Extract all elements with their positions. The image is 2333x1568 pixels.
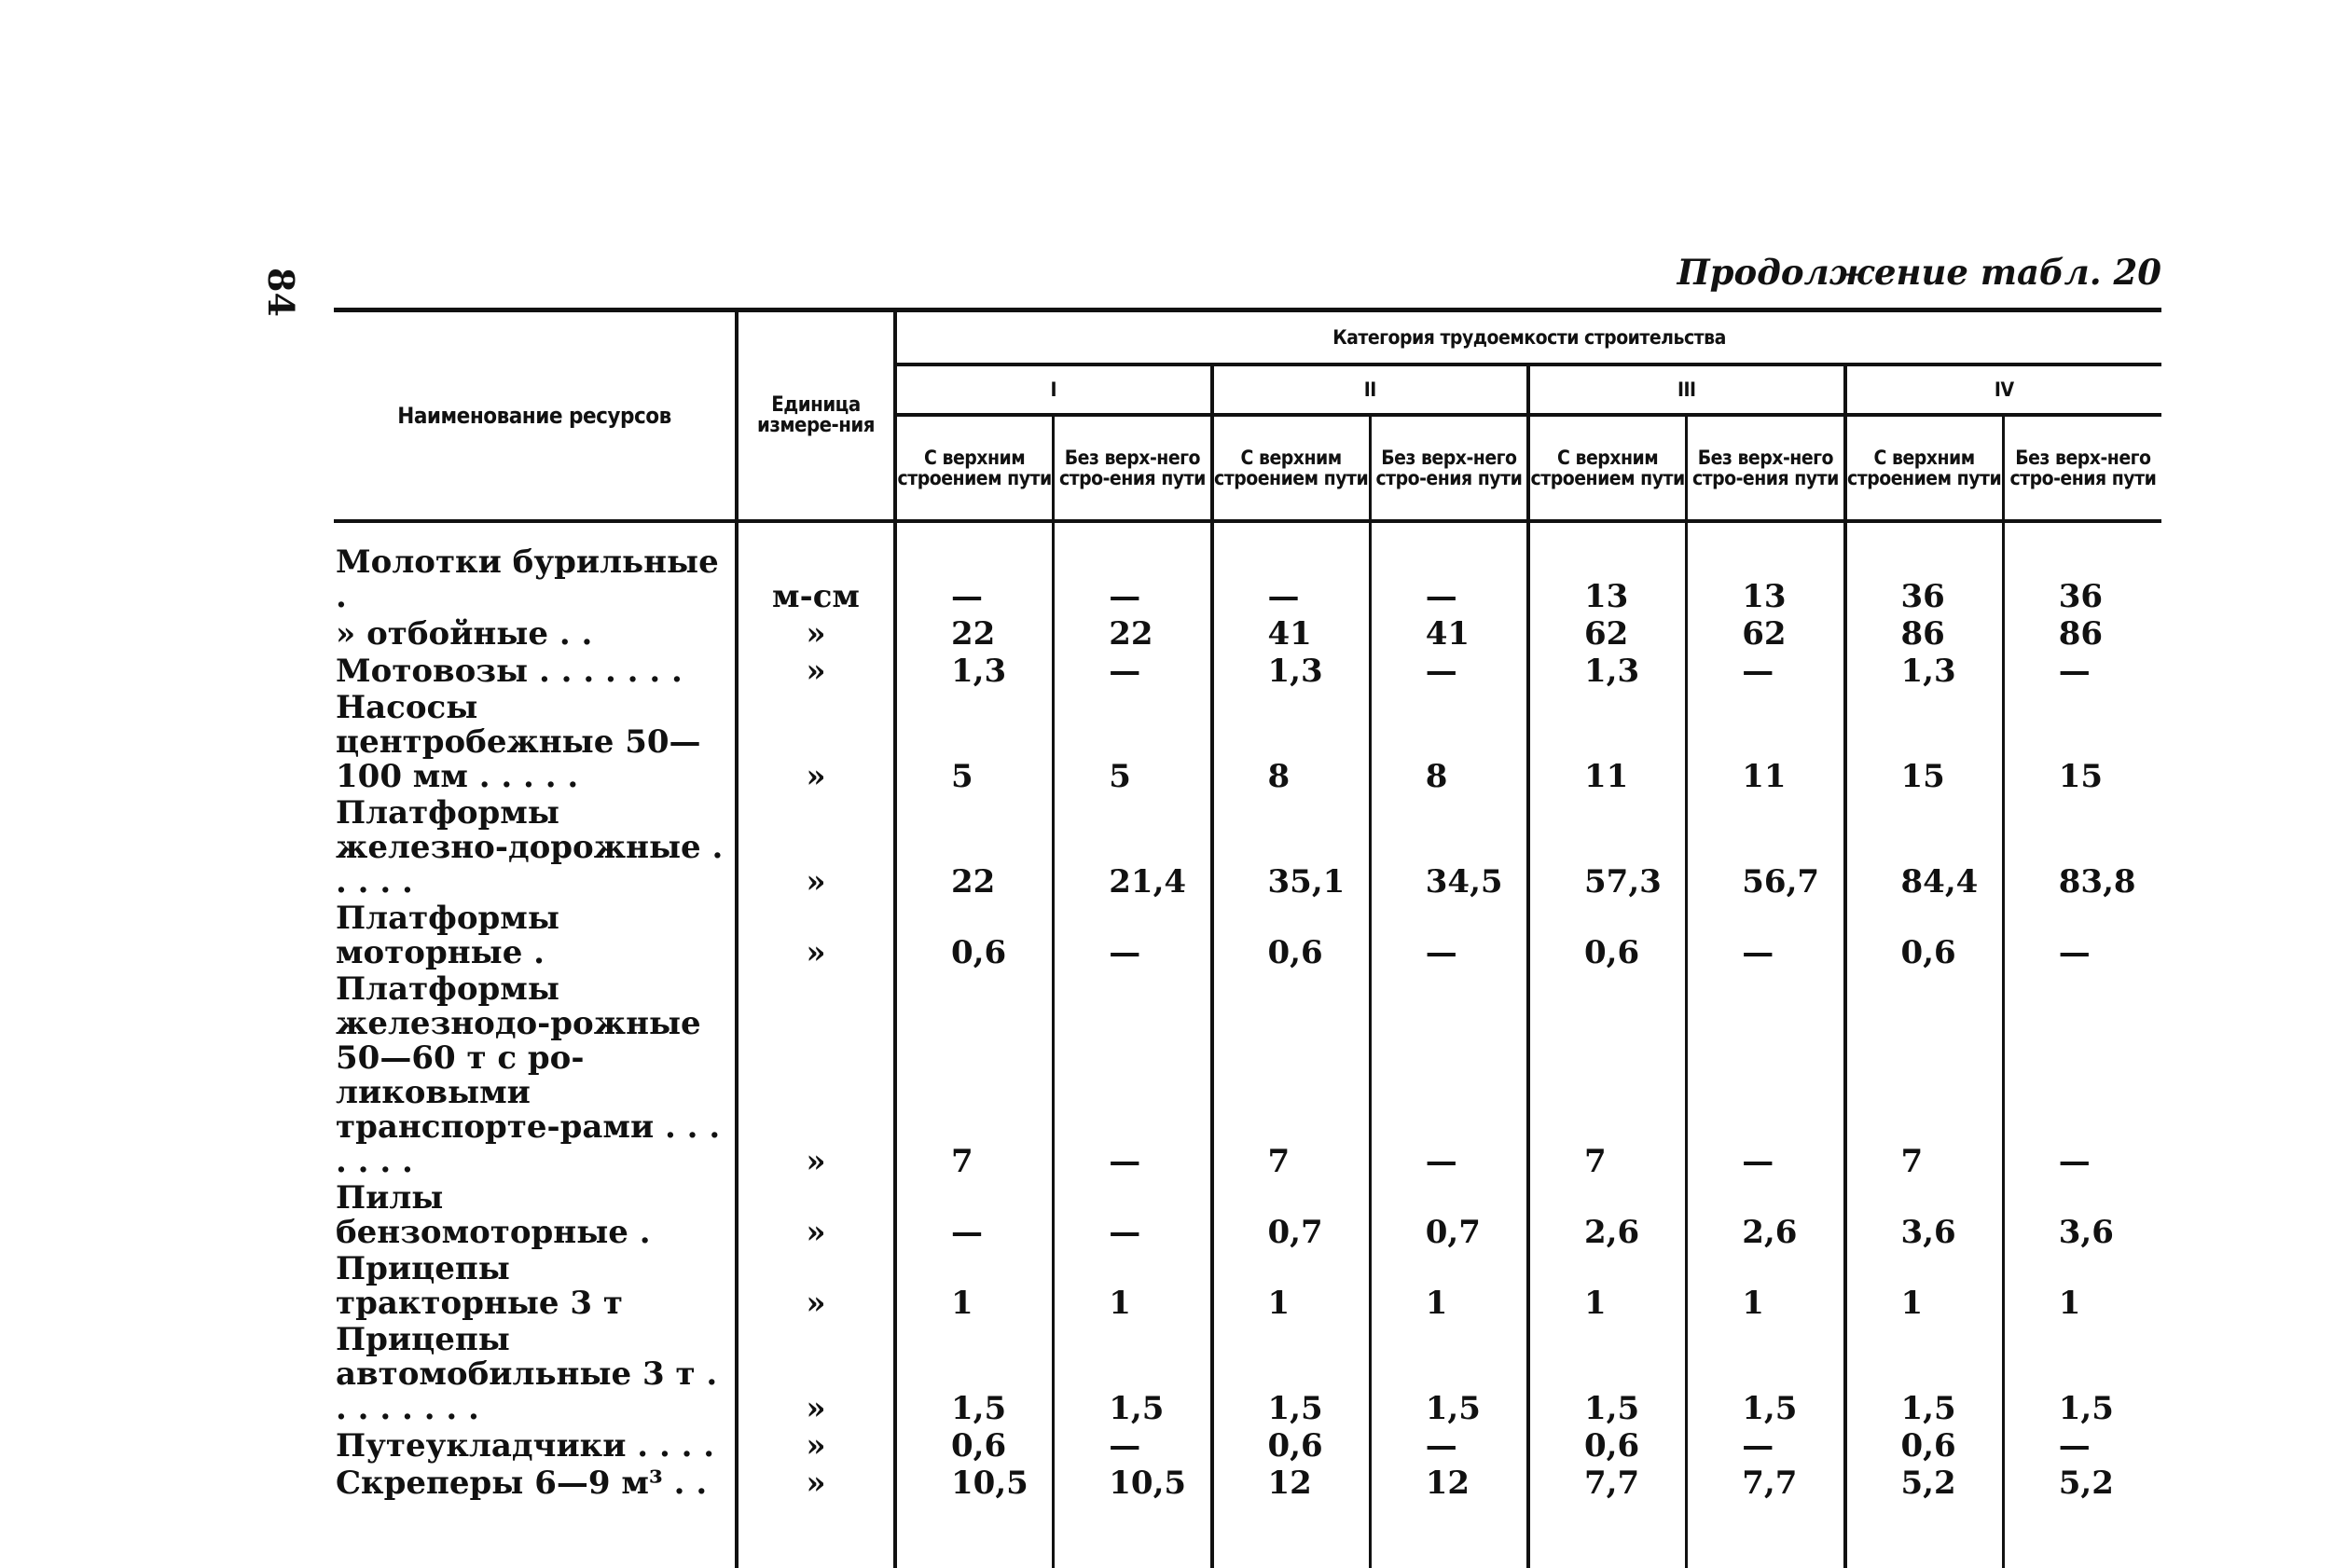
resource-value-cell: 0,6 [1212, 1428, 1371, 1465]
resource-value-cell: — [1054, 1181, 1212, 1252]
table-row [334, 1181, 2161, 1252]
resource-value-cell: 1 [1212, 1252, 1371, 1323]
header-with-track-3: С верхним строением пути [1528, 415, 1687, 521]
resource-name: Мотовозы . . . . . . . [336, 653, 683, 690]
resource-value-cell: — [2003, 901, 2161, 972]
header-without-track-3: Без верх-него стро-ения пути [1687, 415, 1845, 521]
resource-value-cell: 15 [1845, 691, 2004, 796]
resource-value-cell: 1,5 [1370, 1323, 1528, 1428]
resource-value-cell: 1,5 [895, 1323, 1054, 1428]
resource-value-cell: — [1687, 901, 1845, 972]
resource-value-cell: 1,5 [1845, 1323, 2004, 1428]
resource-value-cell: 56,7 [1687, 796, 1845, 901]
resource-unit: » [737, 972, 895, 1181]
table-row [334, 1428, 2161, 1465]
resource-value-cell: 21,4 [1054, 796, 1212, 901]
resource-value-cell: — [1687, 972, 1845, 1181]
table-row [334, 691, 2161, 796]
resource-value-cell: 3,6 [2003, 1181, 2161, 1252]
page-number: 84 [260, 268, 302, 317]
resource-value-cell: 11 [1687, 691, 1845, 796]
resource-value-cell: 84,4 [1845, 796, 2004, 901]
resource-value-cell: 0,7 [1212, 1181, 1371, 1252]
header-category-3: III [1528, 364, 1845, 415]
resource-value-cell: 5 [1054, 691, 1212, 796]
resource-value-cell: 0,6 [895, 901, 1054, 972]
table-row [334, 972, 2161, 1181]
resource-unit: » [737, 1181, 895, 1252]
resource-value-cell: 1 [1528, 1252, 1687, 1323]
resource-name: » отбойные . . [336, 615, 593, 653]
resource-value-cell: 62 [1528, 616, 1687, 653]
resource-value-cell: 10,5 [895, 1465, 1054, 1503]
header-with-track-4: С верхним строением пути [1845, 415, 2004, 521]
resource-value-cell: 12 [1370, 1465, 1528, 1503]
resource-value-cell: — [1687, 1428, 1845, 1465]
resource-value-cell: 7 [1528, 972, 1687, 1181]
resource-value-cell: 0,7 [1370, 1181, 1528, 1252]
resource-value-cell: — [1370, 1428, 1528, 1465]
resource-value-cell: 1 [1370, 1252, 1528, 1323]
resource-value-cell: 0,6 [1845, 1428, 2004, 1465]
resource-value-cell: 1,3 [1528, 653, 1687, 691]
resource-name: Прицепы тракторные 3 т [336, 1250, 623, 1322]
resource-value-cell: 41 [1370, 616, 1528, 653]
resource-unit: » [737, 1252, 895, 1323]
resource-value-cell: 1,3 [1845, 653, 2004, 691]
resource-value-cell: 0,6 [1528, 1428, 1687, 1465]
resource-value-cell: 1 [1054, 1252, 1212, 1323]
resource-value-cell: — [1370, 972, 1528, 1181]
resource-value-cell: 22 [895, 616, 1054, 653]
resource-value-cell: 36 [2003, 545, 2161, 616]
header-category-2: II [1212, 364, 1529, 415]
resource-name: Платформы моторные . [336, 900, 559, 971]
header-without-track-4: Без верх-него стро-ения пути [2003, 415, 2161, 521]
resource-unit: » [737, 653, 895, 691]
table-row [334, 616, 2161, 653]
resource-value-cell: 7,7 [1528, 1465, 1687, 1503]
resource-value-cell: 1,5 [1212, 1323, 1371, 1428]
resource-value-cell: — [2003, 653, 2161, 691]
resource-value-cell: 1,5 [1054, 1323, 1212, 1428]
resource-unit: » [737, 1323, 895, 1428]
table-row [334, 545, 2161, 616]
resource-value-cell: 86 [2003, 616, 2161, 653]
resource-value-cell: 11 [1528, 691, 1687, 796]
resource-value-cell: 83,8 [2003, 796, 2161, 901]
header-without-track-2: Без верх-него стро-ения пути [1370, 415, 1528, 521]
resource-value-cell: 35,1 [1212, 796, 1371, 901]
resource-value-cell: 41 [1212, 616, 1371, 653]
resource-name: Платформы железнодо-рожные 50—60 т с ро-ликовыми транспорте-рами . . . . . . . [336, 970, 721, 1180]
resource-value-cell: 0,6 [895, 1428, 1054, 1465]
resource-value-cell: — [1054, 1428, 1212, 1465]
header-category-1: I [895, 364, 1212, 415]
header-without-track-1: Без верх-него стро-ения пути [1054, 415, 1212, 521]
resource-value-cell: 34,5 [1370, 796, 1528, 901]
resource-value-cell: 8 [1212, 691, 1371, 796]
resource-unit: м-см [737, 545, 895, 616]
resource-value-cell: 0,6 [1212, 901, 1371, 972]
resource-name: Скреперы 6—9 м³ . . [336, 1465, 708, 1502]
resource-value-cell: 5,2 [2003, 1465, 2161, 1503]
resource-value-cell: — [895, 1181, 1054, 1252]
resource-value-cell: 1 [1845, 1252, 2004, 1323]
resource-unit: » [737, 901, 895, 972]
resource-value-cell: — [1370, 653, 1528, 691]
resource-value-cell: 1 [895, 1252, 1054, 1323]
resource-value-cell: 1,5 [1687, 1323, 1845, 1428]
resource-value-cell: 1 [2003, 1252, 2161, 1323]
table-row [334, 1465, 2161, 1503]
resource-unit: » [737, 796, 895, 901]
resource-value-cell: 7,7 [1687, 1465, 1845, 1503]
resource-value-cell: 57,3 [1528, 796, 1687, 901]
resource-value-cell: — [2003, 972, 2161, 1181]
resource-value-cell: 3,6 [1845, 1181, 2004, 1252]
resource-value-cell: — [2003, 1428, 2161, 1465]
resource-value-cell: 0,6 [1845, 901, 2004, 972]
resource-table-wrapper [334, 308, 2161, 1502]
resource-value-cell: — [895, 545, 1054, 616]
resource-value-cell: 62 [1687, 616, 1845, 653]
table-spacer-row [334, 521, 2161, 545]
resource-value-cell: 7 [895, 972, 1054, 1181]
resource-value-cell: — [1370, 545, 1528, 616]
resource-value-cell: 22 [1054, 616, 1212, 653]
table-end-row [334, 1503, 2161, 1568]
resource-value-cell: — [1370, 901, 1528, 972]
table-row [334, 796, 2161, 901]
resource-value-cell: 5 [895, 691, 1054, 796]
resource-value-cell: 5,2 [1845, 1465, 2004, 1503]
resource-name: Молотки бурильные . [336, 543, 719, 615]
header-category-4: IV [1845, 364, 2162, 415]
resource-unit: » [737, 616, 895, 653]
resource-value-cell: 1,3 [895, 653, 1054, 691]
resource-name: Платформы железно-дорожные . . . . . [336, 794, 724, 901]
resource-value-cell: 22 [895, 796, 1054, 901]
resource-value-cell: 7 [1845, 972, 2004, 1181]
resource-value-cell: 1,5 [1528, 1323, 1687, 1428]
resource-name: Путеукладчики . . . . [336, 1427, 715, 1465]
resource-value-cell: 15 [2003, 691, 2161, 796]
resource-value-cell: 10,5 [1054, 1465, 1212, 1503]
resource-table [334, 308, 2161, 1568]
resource-name: Насосы центробежные 50—100 мм . . . . . [336, 689, 701, 795]
resource-value-cell: — [1054, 653, 1212, 691]
header-unit: Единица измере-ния [737, 310, 895, 522]
header-with-track-1: С верхним строением пути [895, 415, 1054, 521]
resource-value-cell: 2,6 [1528, 1181, 1687, 1252]
table-body [334, 521, 2161, 1568]
resource-value-cell: 0,6 [1528, 901, 1687, 972]
resource-value-cell: 8 [1370, 691, 1528, 796]
resource-value-cell: 12 [1212, 1465, 1371, 1503]
header-category-group: Категория трудоемкости строительства [895, 310, 2161, 365]
table-caption: Продолжение табл. 20 [1677, 252, 2161, 293]
table-row [334, 901, 2161, 972]
table-row [334, 1252, 2161, 1323]
table-row [334, 1323, 2161, 1428]
resource-value-cell: 86 [1845, 616, 2004, 653]
header-resource-name: Наименование ресурсов [334, 310, 737, 522]
resource-name: Прицепы автомобильные 3 т . . . . . . . . [336, 1321, 718, 1427]
resource-value-cell: 36 [1845, 545, 2004, 616]
resource-value-cell: 1,5 [2003, 1323, 2161, 1428]
resource-value-cell: — [1212, 545, 1371, 616]
resource-value-cell: — [1054, 972, 1212, 1181]
resource-value-cell: 13 [1528, 545, 1687, 616]
resource-unit: » [737, 1428, 895, 1465]
resource-value-cell: — [1054, 545, 1212, 616]
header-with-track-2: С верхним строением пути [1212, 415, 1371, 521]
resource-value-cell: 13 [1687, 545, 1845, 616]
resource-value-cell: 1 [1687, 1252, 1845, 1323]
resource-value-cell: — [1054, 901, 1212, 972]
resource-value-cell: 7 [1212, 972, 1371, 1181]
resource-unit: » [737, 1465, 895, 1503]
table-row [334, 653, 2161, 691]
resource-value-cell: 2,6 [1687, 1181, 1845, 1252]
resource-name: Пилы бензомоторные . [336, 1179, 651, 1251]
resource-value-cell: 1,3 [1212, 653, 1371, 691]
resource-unit: » [737, 691, 895, 796]
resource-value-cell: — [1687, 653, 1845, 691]
